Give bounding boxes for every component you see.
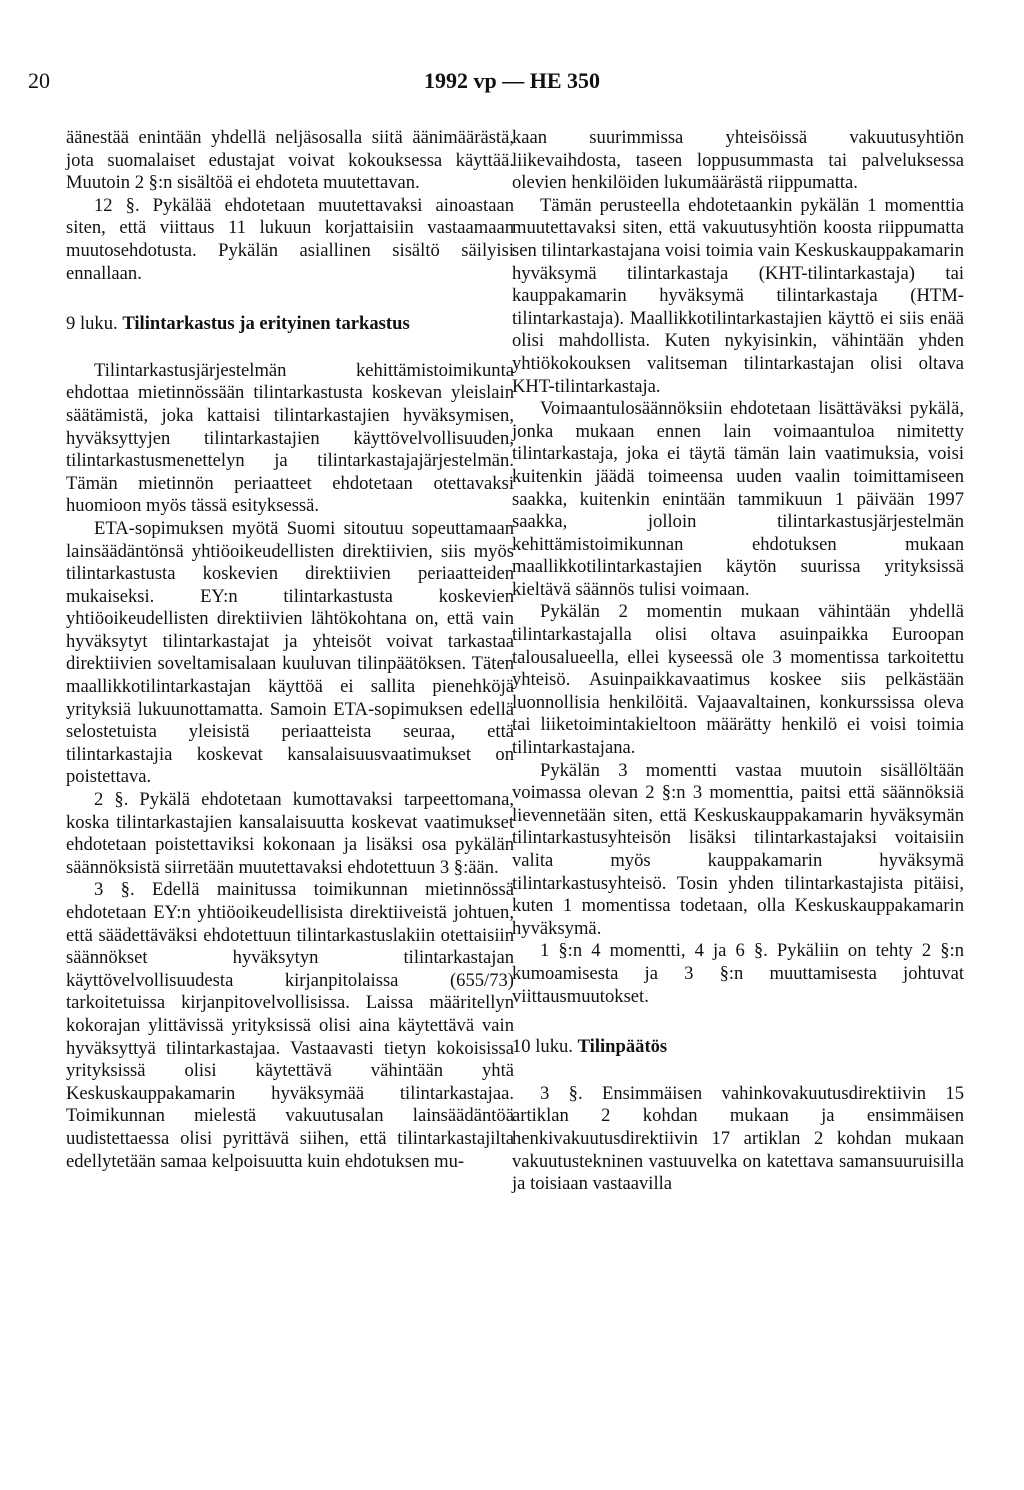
chapter-heading [66, 313, 514, 336]
paragraph: äänestää enintään yhdellä neljäsosalla siitä äänimäärästä, jota suomalaiset edustajat voivat kokouksessa käyttää. Muutoin 2 §:n sisältöä ei ehdoteta muutettavan. [66, 127, 514, 194]
paragraph: 3 §. Edellä mainitussa toimikunnan mietinnössä ehdotetaan EY:n yhtiöoikeudellisista direktiiveistä johtuen, että säädettäväksi ehdotettuun tilintarkastuslakiin otettaisiin säännökset hyväksytyn tilintarkastajan käyttövelvollisuudesta kirjanpitolaissa (655/73) tarkoitetuissa kirjanpitovelvollisissa. Laissa määritellyn kokorajan ylittävissä yrityksissä olisi aina käytettävä vain hyväksyttyä tilintarkastajaa. Vastaavasti tietyn kokoisissa yrityksissä olisi käytettävä vähintään yhtä Keskuskauppakamarin hyväksymää tilintarkastajaa. Toimikunnan mielestä vakuutusalan lainsäädäntöä uudistettaessa olisi pyrittävä siihen, että tilintarkastajilta edellytetään samaa kelpoisuutta kuin ehdotuksen mu- [66, 879, 514, 1172]
page-number: 20 [28, 68, 50, 93]
chapter-title: Tilintarkastus ja erityinen tarkastus [122, 313, 410, 335]
paragraph: Voimaantulosäännöksiin ehdotetaan lisättäväksi pykälä, jonka mukaan ennen lain voimaantuloa nimitetty tilintarkastaja, joka ei täytä tämän lain vaatimuksia, voisi kuitenkin jäädä toimeensa uuden vaalin toimittamiseen saakka, kuitenkin enintään tammikuun 1 päivään 1997 saakka, jolloin tilintarkastusjärjestelmän kehittämistoimikunnan ehdotuksen mukaan maallikkotilintarkastajien käytön suurissa yrityksissä kieltävä säännös tulisi voimaan. [512, 398, 964, 600]
paragraph: Tilintarkastusjärjestelmän kehittämistoimikunta ehdottaa mietinnössään tilintarkastusta koskevan yleislain säätämistä, joka kattaisi tilintarkastajien hyväksymisen, hyväksyttyjen tilintarkastajien käyttövelvollisuuden, tilintarkastusmenettelyn ja tilintarkastajajärjestelmän. Tämän mietinnön periaatteet ehdotetaan otettavaksi huomioon myös tässä esityksessä. [66, 359, 514, 517]
chapter-heading [512, 1036, 964, 1059]
paragraph: 3 §. Ensimmäisen vahinkovakuutusdirektiivin 15 artiklan 2 kohdan mukaan ja ensimmäisen henkivakuutusdirektiivin 17 artiklan 2 kohdan mukaan vakuutustekninen vastuuvelka on katettava samansuuruisilla ja toisiaan vastaavilla [512, 1082, 964, 1195]
chapter-number: 9 luku. [66, 313, 123, 335]
paragraph: ETA-sopimuksen myötä Suomi sitoutuu sopeuttamaan lainsäädäntönsä yhtiöoikeudellisten direktiivien, siis myös tilintarkastusta koskevien direktiivien periaatteiden mukaiseksi. EY:n tilintarkastusta koskevien yhtiöoikeudellisten direktiivien lähtökohtana on, että vain hyväksytyt tilintarkastajat ja yhteisöt voivat tarkastaa direktiivien soveltamisalaan kuuluvan tilinpäätöksen. Täten maallikkotilintarkastajan käyttöä ei sallita pienehköjä yrityksiä lukuunottamatta. Samoin ETA-sopimuksen edellä selostetuista yleisistä periaatteista seuraa, että tilintarkastajia koskevat kansalaisuusvaatimukset on poistettava. [66, 517, 514, 788]
paragraph: Tämän perusteella ehdotetaankin pykälän 1 momenttia muutettavaksi siten, että vakuutusyhtiön koosta riippumatta sen tilintarkastajana voisi toimia vain Keskuskauppakamarin hyväksymä tilintarkastaja (KHT-tilintarkastaja) tai kauppakamarin hyväksymä tilintarkastaja (HTM-tilintarkastaja). Maallikkotilintarkastajien käyttö ei siis enää olisi mahdollista. Kuten nykyisinkin, vähintään yhden yhtiökokouksen valitseman tilintarkastajan olisi oltava KHT-tilintarkastaja. [512, 194, 964, 397]
left-column [66, 127, 514, 1173]
right-column [512, 127, 964, 1196]
chapter-number: 10 luku. [512, 1036, 578, 1058]
paragraph: Pykälän 2 momentin mukaan vähintään yhdellä tilintarkastajalla olisi oltava asuinpaikka Euroopan talousalueella, ellei kyseessä ole 3 momentissa tarkoitettu yhteisö. Asuinpaikkavaatimus koskee siis pelkästään luonnollisia henkilöitä. Vajaavaltainen, konkurssissa oleva tai liiketoimintakieltoon määrätty henkilö ei voisi toimia tilintarkastajana. [512, 601, 964, 759]
paragraph: 1 §:n 4 momentti, 4 ja 6 §. Pykäliin on tehty 2 §:n kumoamisesta ja 3 §:n muuttamisesta johtuvat viittausmuutokset. [512, 940, 964, 1007]
page-header [0, 68, 1024, 98]
running-title: 1992 vp — HE 350 [423, 68, 601, 93]
chapter-title: Tilinpäätös [577, 1036, 668, 1058]
paragraph: 12 §. Pykälää ehdotetaan muutettavaksi ainoastaan siten, että viittaus 11 lukuun korjattaisiin vastaamaan muutosehdotusta. Pykälän asiallinen sisältö säilyisi ennallaan. [66, 194, 514, 284]
paragraph: Pykälän 3 momentti vastaa muutoin sisällöltään voimassa olevan 2 §:n 3 momenttia, paitsi että säännöksiä lievennetään siten, että Keskuskauppakamarin hyväksymän tilintarkastusyhteisön lisäksi tilintarkastajaksi voitaisiin valita myös kauppakamarin hyväksymä tilintarkastusyhteisö. Tosin yhden tilintarkastajista pitäisi, kuten 1 momentissa todetaan, olla Keskuskauppakamarin hyväksymä. [512, 759, 964, 939]
paragraph: 2 §. Pykälä ehdotetaan kumottavaksi tarpeettomana, koska tilintarkastajien kansalaisuutta koskevat vaatimukset ehdotetaan poistettaviksi kokonaan ja lisäksi osa pykälän säännöksistä siirretään muutettavaksi ehdotettuun 3 §:ään. [66, 789, 514, 878]
paragraph: kaan suurimmissa yhteisöissä vakuutusyhtiön liikevaihdosta, taseen loppusummasta tai palveluksessa olevien henkilöiden lukumäärästä riippumatta. [512, 127, 964, 194]
